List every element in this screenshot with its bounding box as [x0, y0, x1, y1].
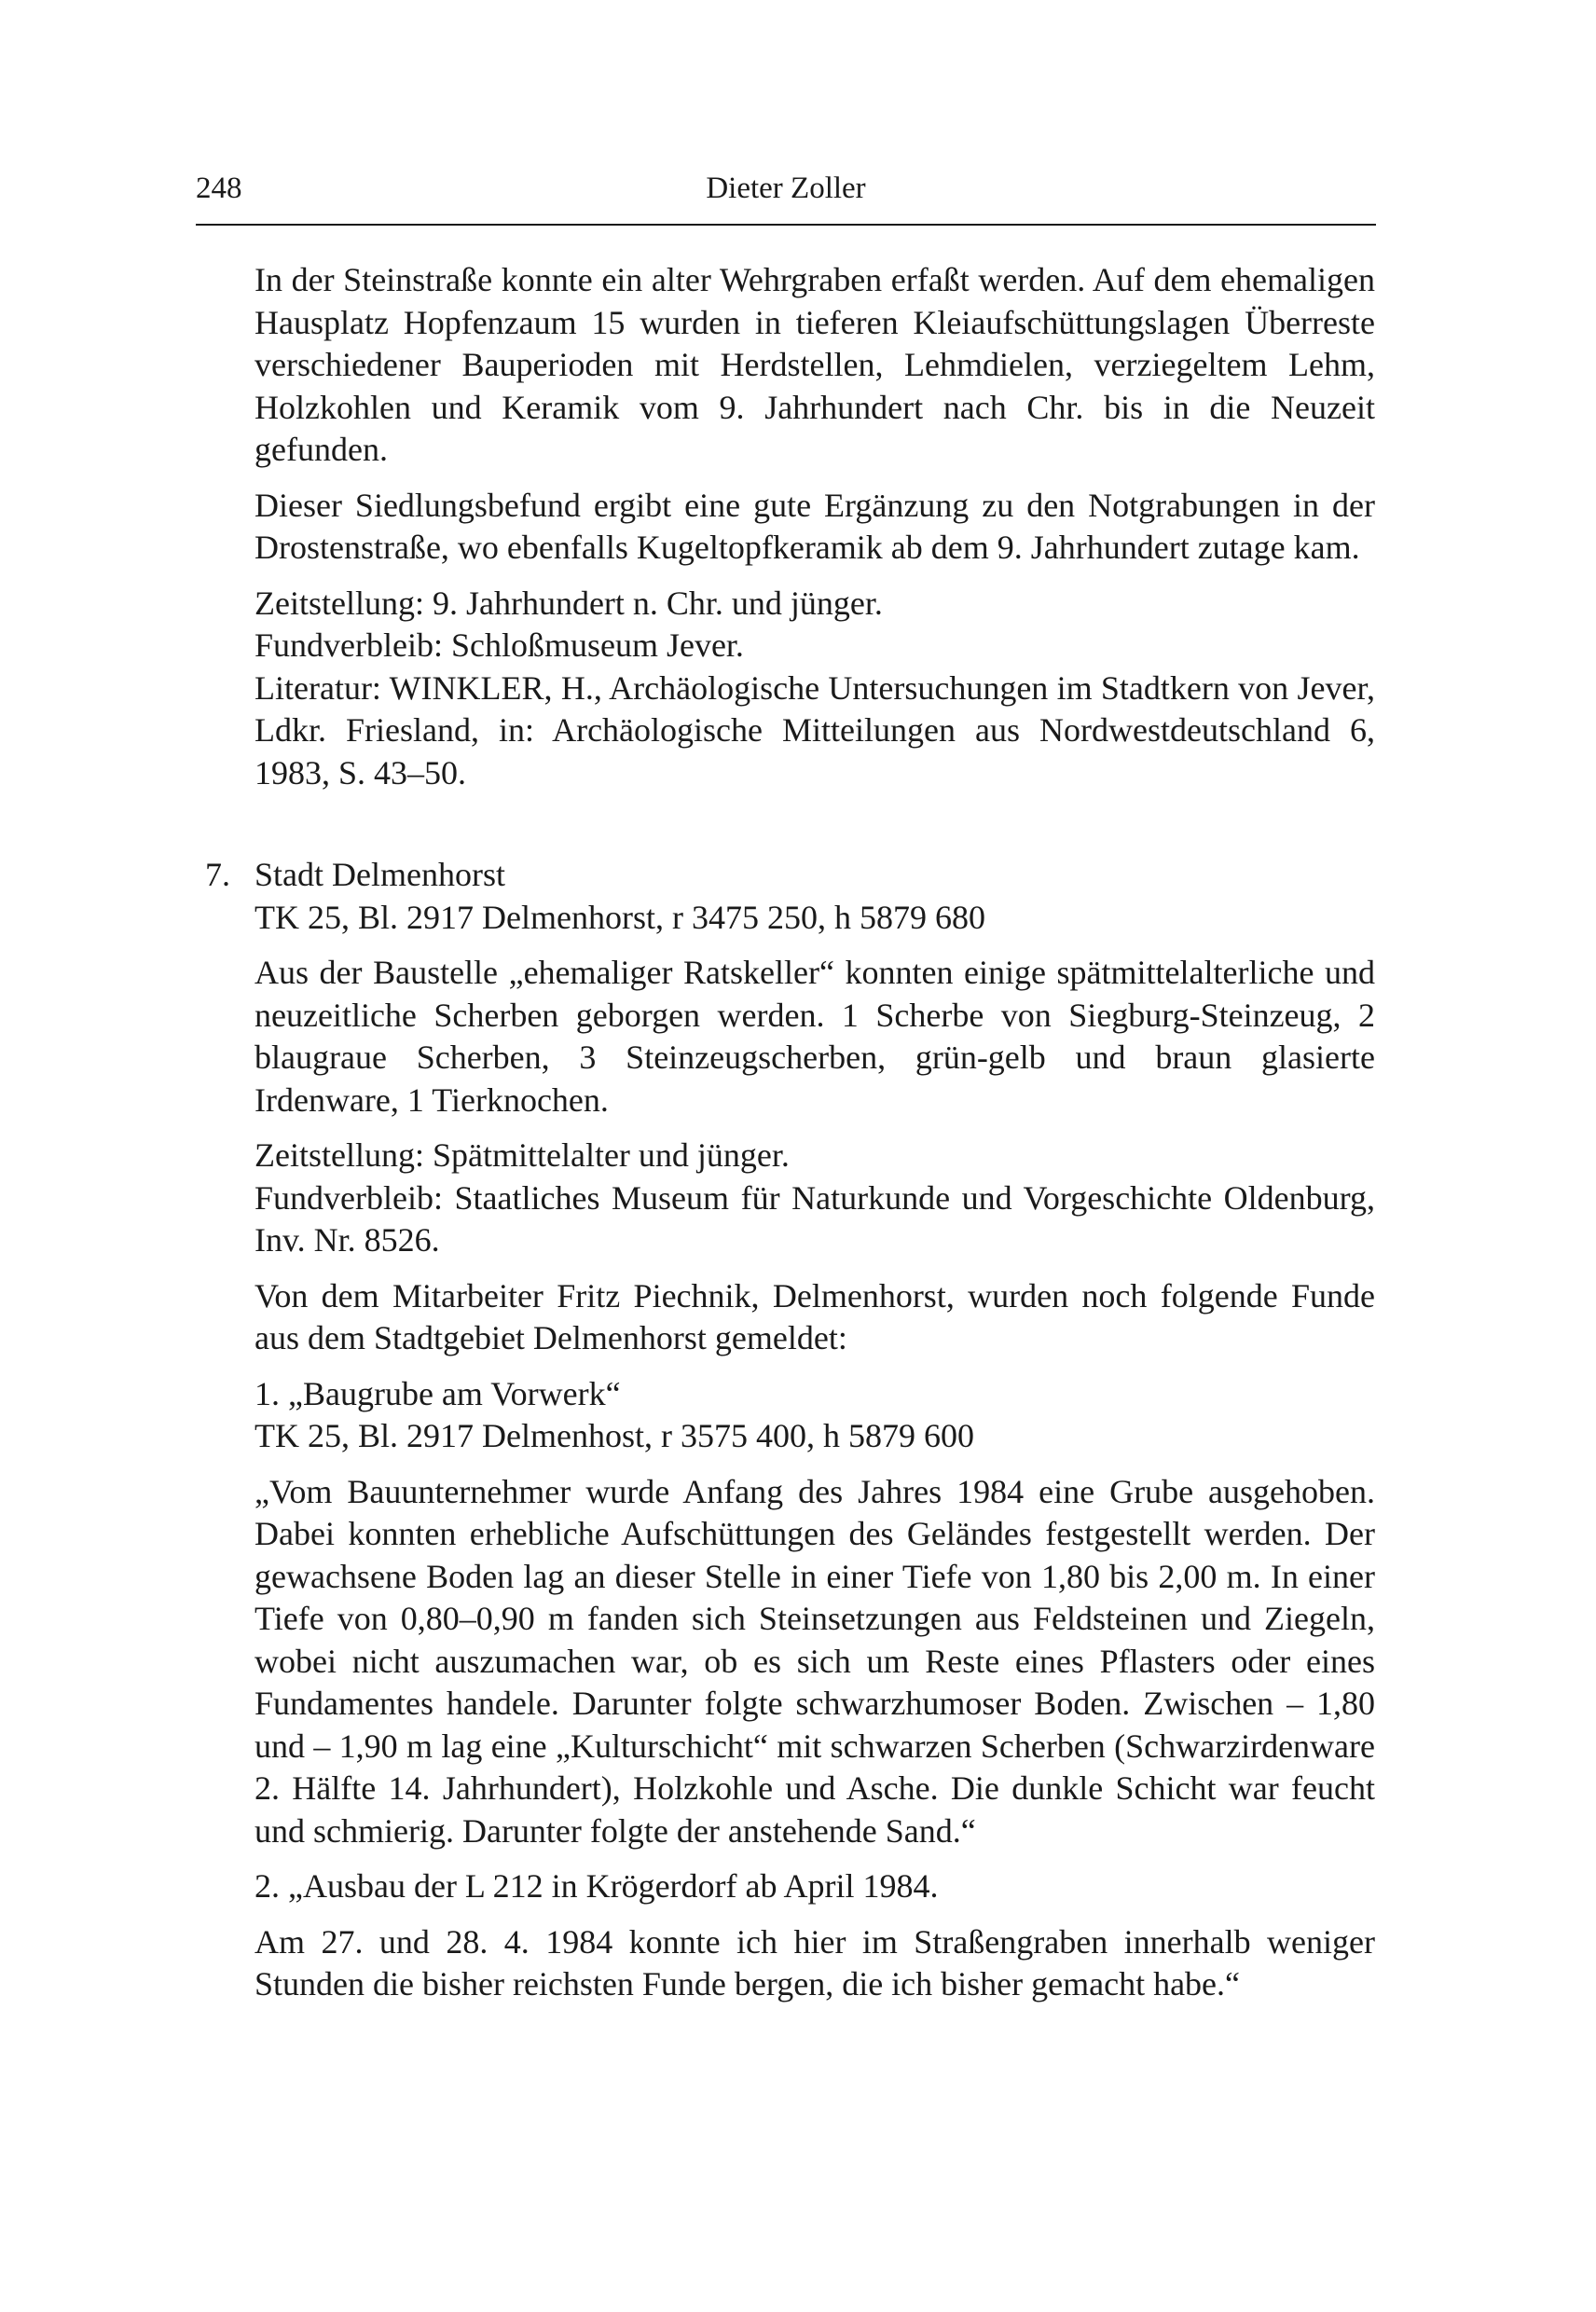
literatur-jever: Literatur: WINKLER, H., Archäologische Untersuchungen im Stadtkern von Jever, Ldkr. Friesland, in: Archäologische Mitteilungen aus Nordwestdeutschland 6, 1983, S. 43–50. — [255, 668, 1375, 791]
item-1-map-reference: TK 25, Bl. 2917 Delmenhost, r 3575 400, h 5879 600 — [255, 1417, 974, 1454]
item-2-title: 2. „Ausbau der L 212 in Krögerdorf ab April 1984. — [255, 1867, 939, 1905]
body-text — [205, 259, 1375, 2006]
page-header — [196, 166, 1376, 222]
fundverbleib-jever: Fundverbleib: Schloßmuseum Jever. — [255, 626, 744, 664]
section-7-heading — [205, 854, 1375, 939]
paragraph-siedlungsbefund: Dieser Siedlungsbefund ergibt eine gute Ergänzung zu den Notgrabungen in der Drostenstraße, wo ebenfalls Kugeltopfkeramik ab dem 9. Jahrhundert zutage kam. — [255, 486, 1375, 566]
paragraph-ratskeller: Aus der Baustelle „ehemaliger Ratskeller“ konnten einige spätmittelalterliche und neuzeitliche Scherben geborgen werden. 1 Scherbe von Siegburg-Steinzeug, 2 blaugraue Scherben, 3 Steinzeugscherben, grün-gelb und braun glasierte Irdenware, 1 Tierknochen. — [255, 954, 1375, 1119]
running-head: Dieter Zoller — [706, 172, 866, 205]
section-title: Stadt Delmenhorst — [255, 856, 505, 893]
paragraph-mitarbeiter: Von dem Mitarbeiter Fritz Piechnik, Delmenhorst, wurden noch folgende Funde aus dem Stadtgebiet Delmenhorst gemeldet: — [255, 1276, 1375, 1356]
section-number: 7. — [205, 856, 230, 893]
item-1-title: 1. „Baugrube am Vorwerk“ — [255, 1374, 621, 1412]
header-rule — [196, 224, 1376, 226]
section-map-reference: TK 25, Bl. 2917 Delmenhorst, r 3475 250, h 5879 680 — [255, 898, 985, 936]
fundverbleib-delmenhorst: Fundverbleib: Staatliches Museum für Naturkunde und Vorgeschichte Oldenburg, Inv. Nr. 8526. — [255, 1178, 1375, 1259]
paragraph-baugrube-report: „Vom Bauunternehmer wurde Anfang des Jahres 1984 eine Grube ausgehoben. Dabei konnten erhebliche Aufschüttungen des Geländes festgestellt werden. Der gewachsene Boden lag an dieser Stelle in einer Tiefe von 1,80 bis 2,00 m. In einer Tiefe von 0,80–0,90 m fanden sich Steinsetzungen aus Feldsteinen und Ziegeln, wobei nicht auszumachen war, ob es sich um Reste eines Pflasters oder eines Fundamentes handele. Darunter folgte schwarzhumoser Boden. Zwischen – 1,80 und – 1,90 m lag eine „Kulturschicht“ mit schwarzen Scherben (Schwarzirdenware 2. Hälfte 14. Jahrhundert), Holzkohle und Asche. Die dunkle Schicht war feucht und schmierig. Darunter folgte der anstehende Sand.“ — [255, 1472, 1375, 1850]
zeitstellung-jever: Zeitstellung: 9. Jahrhundert n. Chr. und jünger. — [255, 584, 883, 622]
paragraph-steinstrasse: In der Steinstraße konnte ein alter Wehrgraben erfaßt werden. Auf dem ehemaligen Hausplatz Hopfenzaum 15 wurden in tieferen Kleiaufschüttungslagen Überreste verschiedener Bauperioden mit Herdstellen, Lehmdielen, verziegeltem Lehm, Holzkohlen und Keramik vom 9. Jahrhundert nach Chr. bis in die Neuzeit gefunden. — [255, 261, 1375, 468]
zeitstellung-delmenhorst: Zeitstellung: Spätmittelalter und jünger. — [255, 1136, 790, 1174]
page-number: 248 — [196, 172, 242, 205]
paragraph-kroegerdorf-report: Am 27. und 28. 4. 1984 konnte ich hier im Straßengraben innerhalb weniger Stunden die bisher reichsten Funde bergen, die ich bisher gemacht habe.“ — [255, 1922, 1375, 2002]
